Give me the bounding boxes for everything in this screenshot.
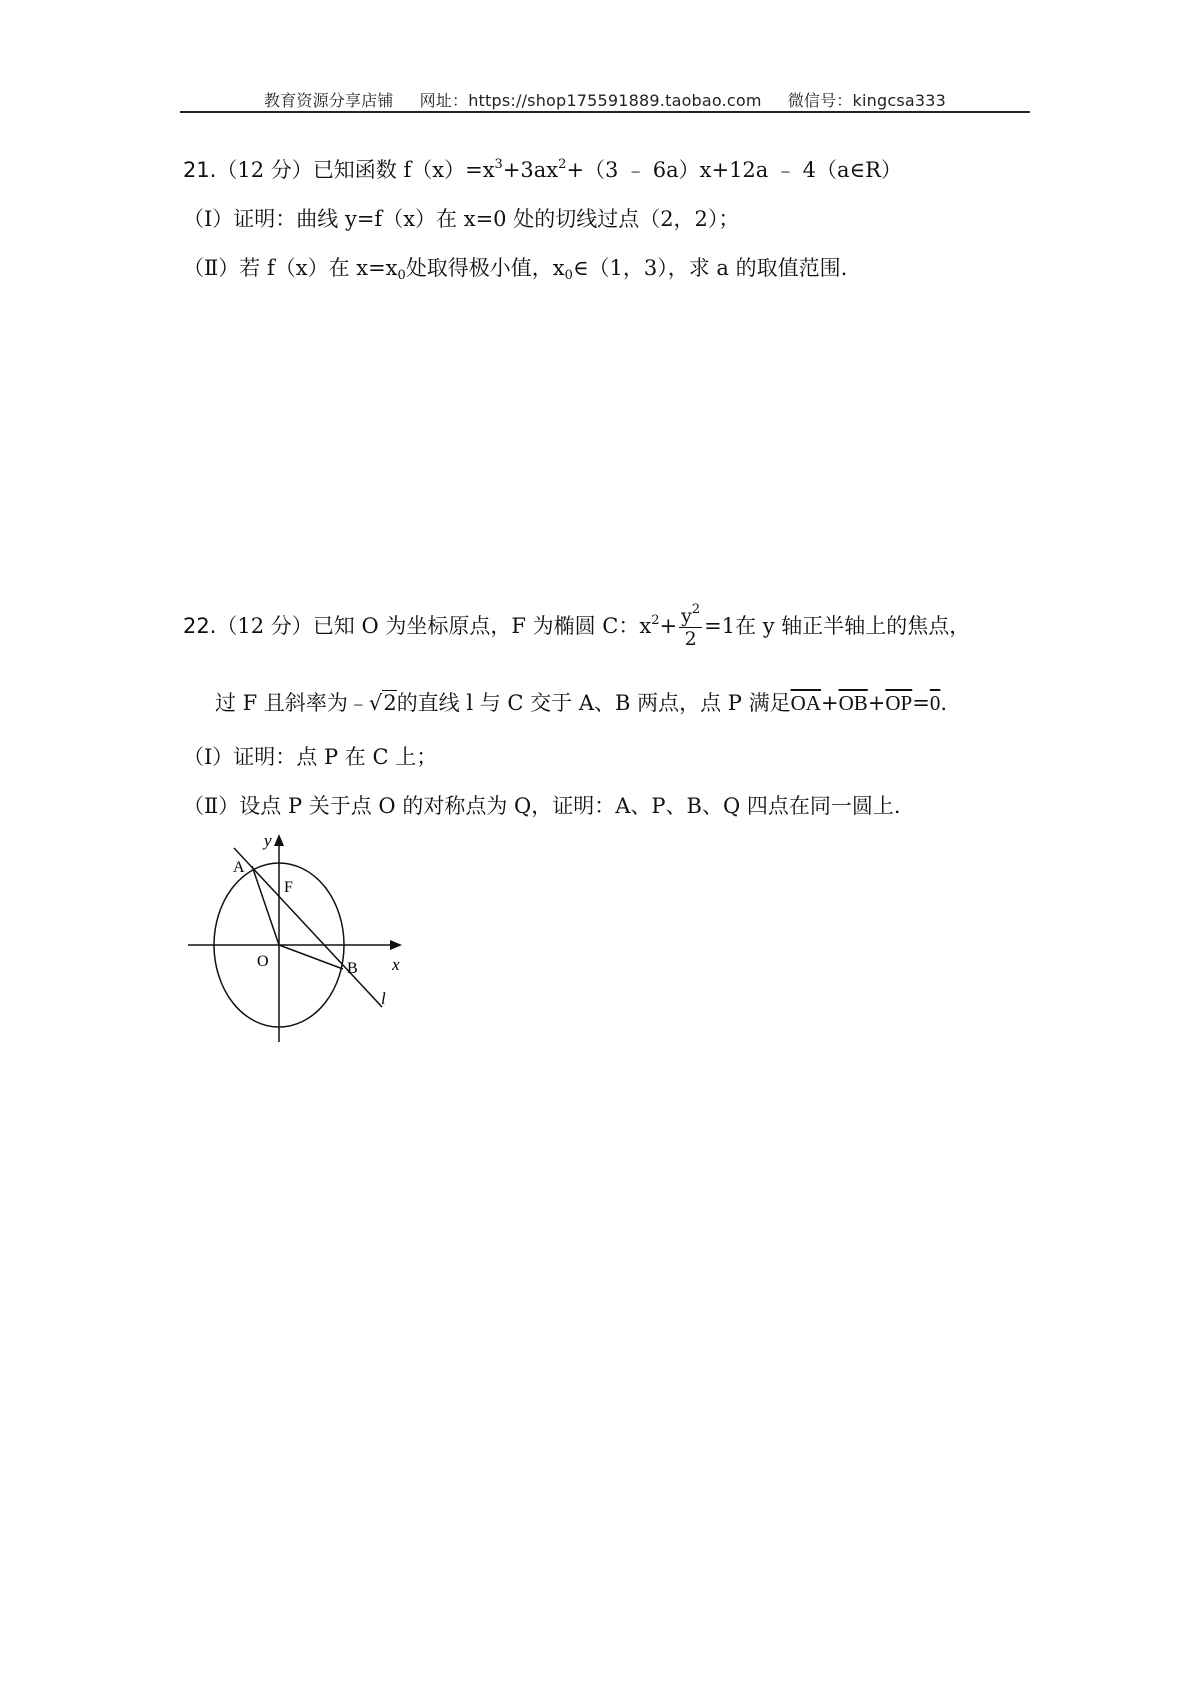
q21-sub0-b: 0 — [564, 268, 573, 283]
sqrt-two — [369, 690, 397, 715]
eq-num-y: y — [681, 605, 692, 627]
q21-sub0-a: 0 — [397, 268, 406, 283]
x-axis-arrow — [390, 940, 402, 950]
q21-exp2: 2 — [558, 157, 567, 172]
q21-score: （12 分） — [216, 158, 313, 182]
q22-line2-b: 的直线 l 与 C 交于 A、B 两点，点 P 满足 — [396, 691, 791, 715]
segment-ob — [279, 945, 343, 969]
shop-url[interactable]: https://shop175591889.taobao.com — [468, 91, 762, 110]
q22-part1: （Ⅰ）证明：点 P 在 C 上； — [183, 745, 438, 769]
q22-stem-b: 在 y 轴正半轴上的焦点， — [735, 614, 971, 638]
label-y: y — [264, 831, 272, 850]
header-divider — [180, 111, 1030, 113]
q21-part1: （Ⅰ）证明：曲线 y=f（x）在 x=0 处的切线过点（2，2）； — [183, 207, 740, 231]
label-b: B — [347, 960, 358, 977]
q21-part2-a: （Ⅱ）若 f（x）在 x=x — [183, 256, 398, 280]
eq-fraction-num — [679, 602, 702, 628]
q21-number: 21. — [183, 158, 217, 182]
eq-x-exp: 2 — [651, 613, 660, 628]
sqrt-value: 2 — [383, 691, 397, 715]
q21-part2-b: 处取得极小值，x — [405, 256, 565, 280]
vec-equals: = — [912, 691, 930, 715]
eq-x: x — [639, 614, 652, 638]
vec-plus-1: + — [820, 691, 839, 715]
y-axis-arrow — [274, 834, 284, 846]
label-o: O — [257, 953, 269, 970]
vec-op: $\overline{OP}$ — [885, 691, 913, 715]
q21-part2 — [183, 253, 847, 283]
q22-line2 — [215, 688, 947, 718]
vec-ob: $\overline{OB}$ — [838, 691, 868, 715]
eq-rhs: =1 — [704, 614, 736, 638]
label-a: A — [233, 859, 245, 876]
wechat-label: 微信号： — [787, 91, 853, 110]
q21-part2-c: ∈（1，3），求 a 的取值范围. — [572, 256, 848, 280]
wechat-id: kingcsa333 — [852, 91, 946, 110]
q22-stem-a: 已知 O 为坐标原点，F 为椭圆 C： — [312, 614, 640, 638]
shop-name: 教育资源分享店铺 — [264, 91, 394, 110]
q22-period: . — [940, 691, 948, 715]
url-label: 网址： — [419, 91, 469, 110]
vec-plus-2: + — [867, 691, 886, 715]
ellipse-equation — [639, 602, 736, 650]
q22-part2: （Ⅱ）设点 P 关于点 O 的对称点为 Q，证明：A、P、B、Q 四点在同一圆上. — [183, 794, 901, 818]
eq-fraction-den: 2 — [684, 628, 697, 650]
sqrt-symbol: √ — [368, 691, 383, 715]
eq-fraction — [679, 602, 702, 650]
q22-score: （12 分） — [216, 614, 313, 638]
q21-stem — [183, 155, 902, 185]
label-l: l — [381, 989, 386, 1008]
q21-stem-b: +3ax — [502, 158, 559, 182]
page-header — [180, 88, 1030, 111]
segment-oa — [252, 866, 279, 945]
label-x: x — [392, 955, 400, 974]
label-f: F — [284, 879, 293, 896]
q22-line2-a: 过 F 且斜率为﹣ — [215, 691, 369, 715]
q22-stem — [183, 602, 971, 650]
q21-stem-a: 已知函数 f（x）=x — [312, 158, 495, 182]
eq-plus: + — [659, 614, 678, 638]
eq-num-exp: 2 — [691, 602, 701, 617]
q22-number: 22. — [183, 614, 217, 638]
ellipse-diagram — [180, 820, 420, 1050]
vec-oa: $\overline{OA}$ — [790, 691, 821, 715]
q21-stem-c: +（3 ﹣ 6a）x+12a ﹣ 4（a∈R） — [566, 158, 902, 182]
q21-exp3: 3 — [494, 157, 503, 172]
vec-zero: 0 — [929, 691, 941, 715]
